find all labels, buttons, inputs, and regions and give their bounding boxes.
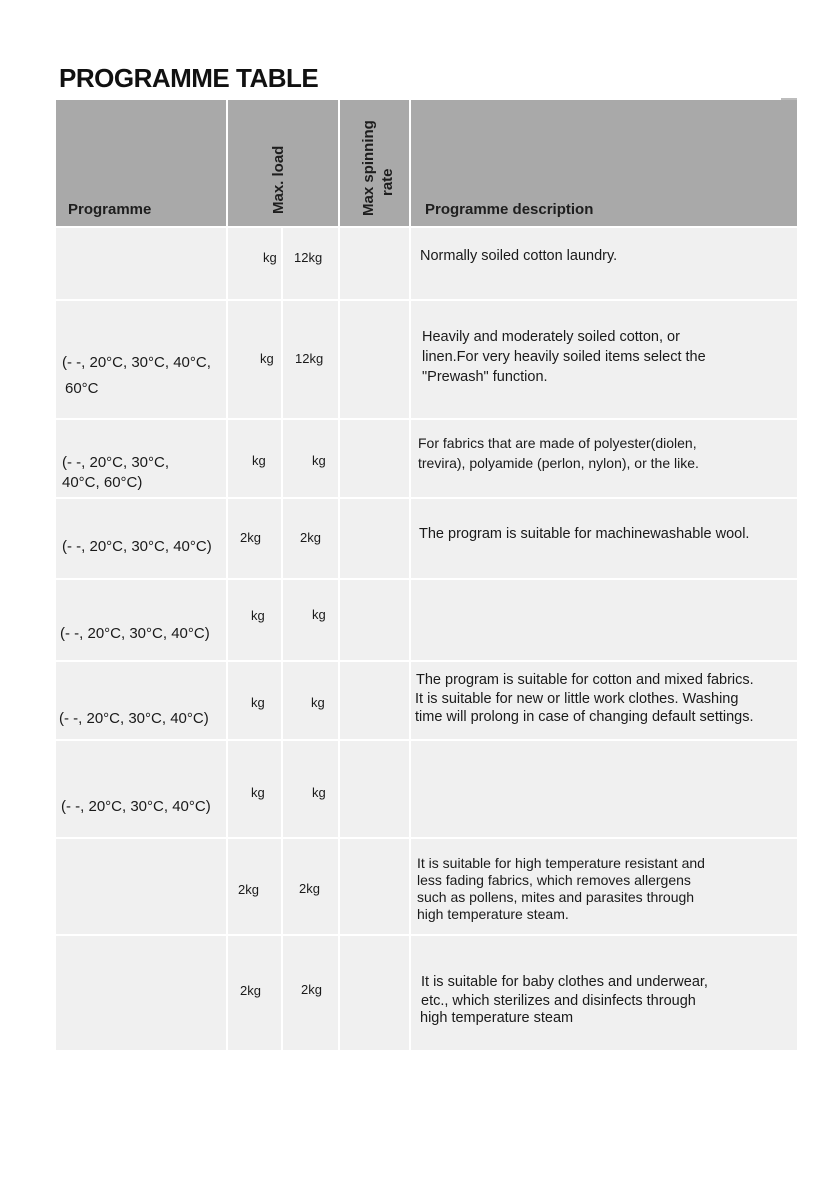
load-value-a: kg <box>251 695 265 710</box>
load-cell-b <box>283 580 338 660</box>
programme-cell <box>56 580 226 660</box>
load-cell-b <box>283 839 338 934</box>
description-line: It is suitable for new or little work clothes. Washing <box>415 691 739 707</box>
description-line: time will prolong in case of changing default settings. <box>415 709 754 725</box>
description-cell <box>411 301 797 418</box>
table-row <box>0 580 839 660</box>
load-value-a: kg <box>251 785 265 800</box>
header-cell-max-load <box>228 100 338 226</box>
load-value-b: 2kg <box>301 982 322 997</box>
load-cell-b <box>283 662 338 739</box>
table-row <box>0 499 839 578</box>
description-cell <box>411 662 797 739</box>
spin-cell <box>340 420 409 497</box>
temperature-line: 60°C <box>65 380 99 397</box>
table-row <box>0 301 839 418</box>
load-cell-a <box>228 741 281 837</box>
spin-cell <box>340 936 409 1050</box>
description-line: For fabrics that are made of polyester(diolen, <box>418 435 697 451</box>
load-cell-b <box>283 499 338 578</box>
description-line: "Prewash" function. <box>422 369 548 385</box>
programme-cell <box>56 301 226 418</box>
header-cell-description <box>411 100 797 226</box>
load-value-a: kg <box>260 351 274 366</box>
load-cell-a <box>228 228 281 299</box>
page-title: PROGRAMME TABLE <box>59 63 319 93</box>
load-cell-a <box>228 662 281 739</box>
description-line: less fading fabrics, which removes allergens <box>417 872 691 888</box>
description-line: Heavily and moderately soiled cotton, or <box>422 329 680 345</box>
load-value-b: 2kg <box>300 530 321 545</box>
load-value-a: kg <box>252 453 266 468</box>
load-value-b: kg <box>312 785 326 800</box>
load-value-b: 12kg <box>294 250 323 265</box>
programme-cell <box>56 662 226 739</box>
load-value-b: kg <box>311 695 325 710</box>
load-cell-b <box>283 420 338 497</box>
table-row <box>0 839 839 934</box>
temperature-line: (- -, 20°C, 30°C, 40°C, <box>62 354 211 371</box>
programme-cell <box>56 936 226 1050</box>
load-value-b: 2kg <box>299 881 320 896</box>
programme-cell <box>56 741 226 837</box>
load-value-a: kg <box>263 250 277 265</box>
load-value-a: kg <box>251 608 265 623</box>
description-line: such as pollens, mites and parasites through <box>417 889 695 905</box>
header-cell-spin <box>340 100 409 226</box>
load-cell-a <box>228 301 281 418</box>
temperature-line: 40°C, 60°C) <box>62 474 143 491</box>
description-line: It is suitable for high temperature resistant and <box>417 855 705 871</box>
description-line: linen.For very heavily soiled items select the <box>422 349 706 365</box>
description-cell <box>411 839 797 934</box>
description-line: The program is suitable for machinewashable wool. <box>419 526 750 542</box>
load-cell-a <box>228 499 281 578</box>
load-cell-a <box>228 420 281 497</box>
table-row <box>0 662 839 739</box>
description-cell <box>411 228 797 299</box>
description-cell <box>411 936 797 1050</box>
temperature-line: (- -, 20°C, 30°C, 40°C) <box>62 538 212 555</box>
load-value-b: 12kg <box>295 351 324 366</box>
temperature-line: (- -, 20°C, 30°C, 40°C) <box>60 625 210 642</box>
header-programme: Programme <box>68 201 152 218</box>
spin-cell <box>340 228 409 299</box>
table-row <box>0 741 839 837</box>
programme-cell <box>56 228 226 299</box>
description-line: Normally soiled cotton laundry. <box>420 248 618 264</box>
load-cell-a <box>228 839 281 934</box>
spin-cell <box>340 580 409 660</box>
load-value-a: 2kg <box>240 530 261 545</box>
load-value-b: kg <box>312 607 326 622</box>
programme-cell <box>56 499 226 578</box>
description-line: etc., which sterilizes and disinfects through <box>421 993 696 1009</box>
programme-cell <box>56 839 226 934</box>
header-spin-line1: Max spinning <box>360 120 377 216</box>
spin-cell <box>340 301 409 418</box>
description-line: high temperature steam. <box>417 906 569 922</box>
temperature-line: (- -, 20°C, 30°C, 40°C) <box>61 798 211 815</box>
table-row <box>0 420 839 497</box>
description-line: trevira), polyamide (perlon, nylon), or the like. <box>418 455 699 471</box>
spin-cell <box>340 839 409 934</box>
description-line: The program is suitable for cotton and mixed fabrics. <box>416 672 754 688</box>
description-cell <box>411 580 797 660</box>
load-cell-b <box>283 301 338 418</box>
load-cell-b <box>283 936 338 1050</box>
temperature-line: (- -, 20°C, 30°C, <box>62 454 170 471</box>
description-cell <box>411 420 797 497</box>
description-line: high temperature steam <box>420 1010 574 1026</box>
header-cell-programme <box>56 100 226 226</box>
load-cell-b <box>283 228 338 299</box>
header-description: Programme description <box>425 201 594 218</box>
table-row <box>0 228 839 299</box>
header-max-load: Max. load <box>270 145 287 214</box>
spin-cell <box>340 741 409 837</box>
description-line: It is suitable for baby clothes and underwear, <box>421 974 708 990</box>
load-value-a: 2kg <box>240 983 261 998</box>
load-cell-a <box>228 580 281 660</box>
load-value-a: 2kg <box>238 882 259 897</box>
spin-cell <box>340 499 409 578</box>
description-cell <box>411 741 797 837</box>
programme-cell <box>56 420 226 497</box>
load-cell-b <box>283 741 338 837</box>
table-row <box>0 936 839 1050</box>
spin-cell <box>340 662 409 739</box>
load-cell-a <box>228 936 281 1050</box>
temperature-line: (- -, 20°C, 30°C, 40°C) <box>59 710 209 727</box>
header-spin-line2: rate <box>379 168 396 196</box>
description-cell <box>411 499 797 578</box>
load-value-b: kg <box>312 453 326 468</box>
